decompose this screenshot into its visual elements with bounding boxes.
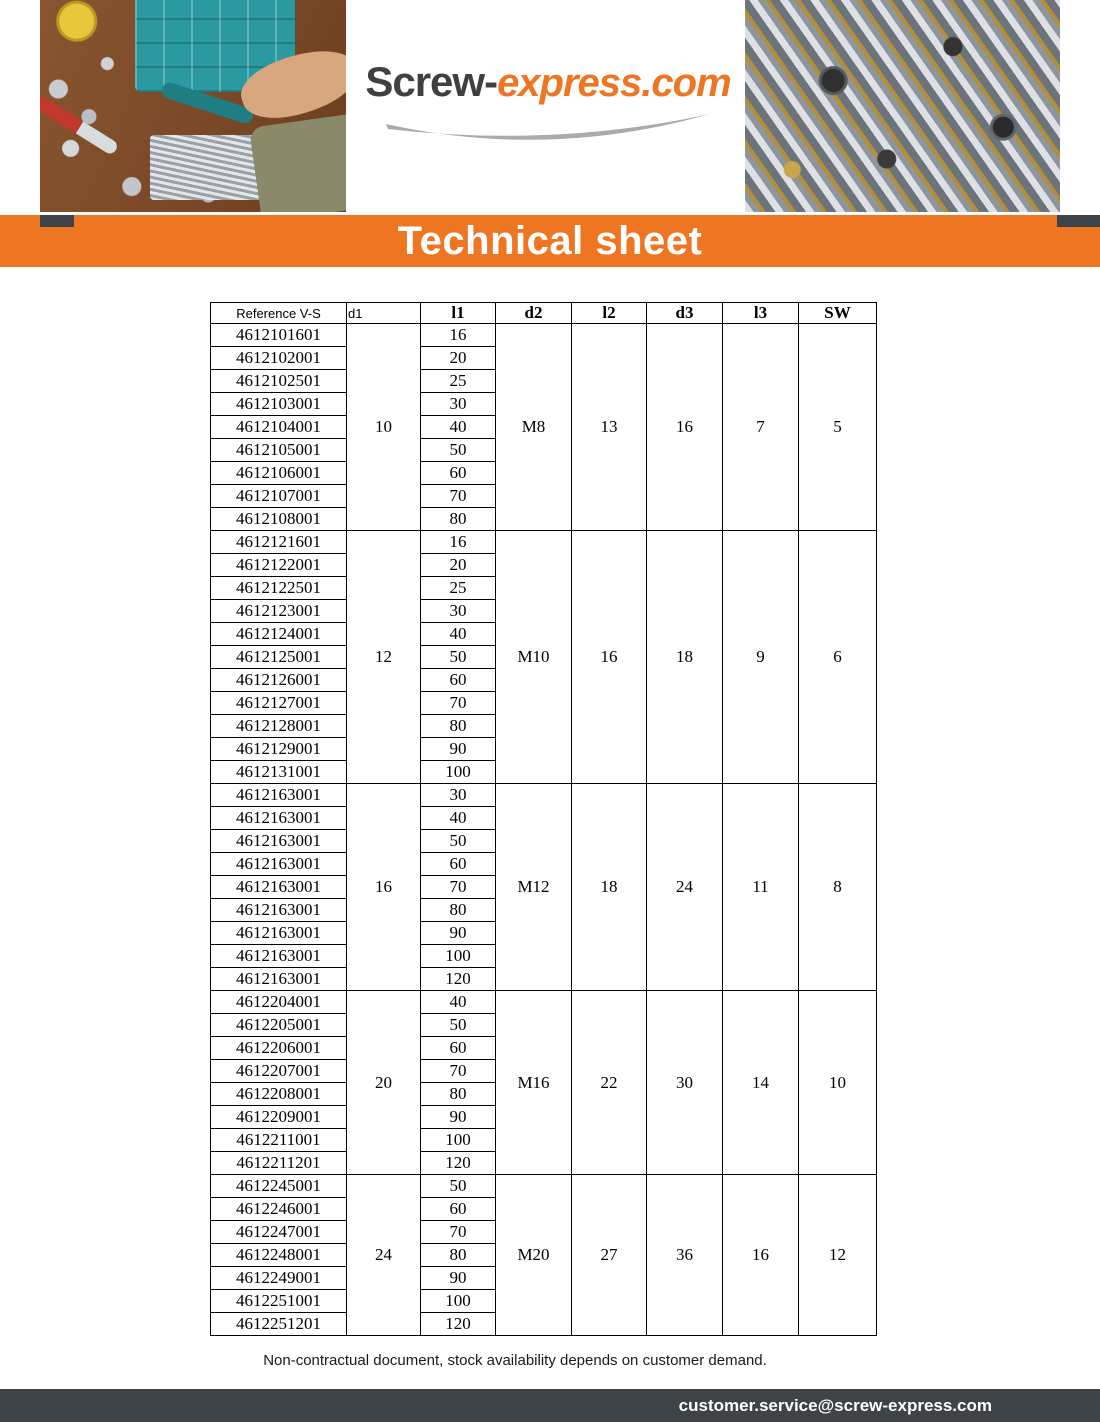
l1-cell: 100 [421,945,496,968]
l1-cell: 80 [421,899,496,922]
reference-cell: 4612209001 [211,1106,347,1129]
l1-cell: 120 [421,968,496,991]
header-d3: d3 [647,303,723,324]
footer-bar [0,1389,1100,1422]
l1-cell: 30 [421,393,496,416]
l1-cell: 50 [421,1175,496,1198]
l1-cell: 80 [421,1083,496,1106]
reference-cell: 4612163001 [211,876,347,899]
table-header-row [211,303,877,324]
l1-cell: 70 [421,876,496,899]
l1-cell: 90 [421,738,496,761]
l1-cell: 60 [421,853,496,876]
reference-cell: 4612102001 [211,347,347,370]
l3-cell: 7 [723,324,799,531]
reference-cell: 4612106001 [211,462,347,485]
reference-cell: 4612105001 [211,439,347,462]
l1-cell: 120 [421,1313,496,1336]
reference-cell: 4612127001 [211,692,347,715]
sw-cell: 8 [799,784,877,991]
d3-cell: 36 [647,1175,723,1336]
l3-cell: 11 [723,784,799,991]
l1-cell: 90 [421,1106,496,1129]
table-row [211,1175,877,1198]
l2-cell: 22 [572,991,647,1175]
l1-cell: 50 [421,1014,496,1037]
reference-cell: 4612205001 [211,1014,347,1037]
reference-cell: 4612163001 [211,830,347,853]
reference-cell: 4612245001 [211,1175,347,1198]
d2-cell: M12 [496,784,572,991]
reference-cell: 4612163001 [211,807,347,830]
l1-cell: 70 [421,692,496,715]
d3-cell: 30 [647,991,723,1175]
banner-strip-right [1057,215,1100,227]
reference-cell: 4612122001 [211,554,347,577]
l1-cell: 80 [421,508,496,531]
header-l1: l1 [421,303,496,324]
reference-cell: 4612108001 [211,508,347,531]
l1-cell: 25 [421,577,496,600]
reference-cell: 4612211201 [211,1152,347,1175]
sleeve [249,113,346,212]
d1-cell: 20 [347,991,421,1175]
sw-cell: 12 [799,1175,877,1336]
l2-cell: 18 [572,784,647,991]
screws-photo [745,0,1060,212]
reference-cell: 4612101601 [211,324,347,347]
reference-cell: 4612163001 [211,853,347,876]
header-l2: l2 [572,303,647,324]
l1-cell: 60 [421,1198,496,1221]
l1-cell: 90 [421,922,496,945]
workbench-photo [40,0,346,212]
sw-cell: 6 [799,531,877,784]
l1-cell: 100 [421,1290,496,1313]
d1-cell: 12 [347,531,421,784]
l3-cell: 9 [723,531,799,784]
l1-cell: 50 [421,830,496,853]
reference-cell: 4612102501 [211,370,347,393]
reference-cell: 4612206001 [211,1037,347,1060]
l1-cell: 50 [421,439,496,462]
sw-cell: 10 [799,991,877,1175]
logo [348,58,748,150]
l1-cell: 70 [421,485,496,508]
l2-cell: 13 [572,324,647,531]
banner-strip-left [40,215,74,227]
screwdriver [40,94,119,156]
table-row [211,324,877,347]
l1-cell: 120 [421,1152,496,1175]
reference-cell: 4612121601 [211,531,347,554]
reference-cell: 4612249001 [211,1267,347,1290]
reference-cell: 4612163001 [211,899,347,922]
reference-cell: 4612246001 [211,1198,347,1221]
l1-cell: 60 [421,669,496,692]
d1-cell: 10 [347,324,421,531]
reference-cell: 4612163001 [211,922,347,945]
d2-cell: M8 [496,324,572,531]
logo-text-express: express.com [497,61,731,105]
reference-cell: 4612208001 [211,1083,347,1106]
l1-cell: 30 [421,784,496,807]
contact-email: customer.service@screw-express.com [678,1396,992,1415]
reference-cell: 4612122501 [211,577,347,600]
reference-cell: 4612163001 [211,968,347,991]
reference-cell: 4612129001 [211,738,347,761]
l1-cell: 20 [421,347,496,370]
l1-cell: 80 [421,715,496,738]
reference-cell: 4612204001 [211,991,347,1014]
reference-cell: 4612104001 [211,416,347,439]
l3-cell: 14 [723,991,799,1175]
l1-cell: 40 [421,623,496,646]
d2-cell: M16 [496,991,572,1175]
l1-cell: 70 [421,1060,496,1083]
d3-cell: 16 [647,324,723,531]
reference-cell: 4612211001 [211,1129,347,1152]
footer-note: Non-contractual document, stock availability depends on customer demand. [263,1352,767,1369]
reference-cell: 4612163001 [211,945,347,968]
reference-cell: 4612123001 [211,600,347,623]
d2-cell: M10 [496,531,572,784]
d3-cell: 18 [647,531,723,784]
logo-swoosh [378,108,718,150]
spec-table-wrap [210,302,877,1336]
l1-cell: 50 [421,646,496,669]
d1-cell: 24 [347,1175,421,1336]
banner [0,215,1100,267]
l1-cell: 16 [421,324,496,347]
l1-cell: 80 [421,1244,496,1267]
table-row [211,991,877,1014]
sw-cell: 5 [799,324,877,531]
header [0,0,1100,212]
d2-cell: M20 [496,1175,572,1336]
logo-text-screw: Screw- [365,58,498,105]
banner-title: Technical sheet [397,219,703,263]
l1-cell: 100 [421,1129,496,1152]
l1-cell: 40 [421,807,496,830]
l2-cell: 27 [572,1175,647,1336]
l1-cell: 60 [421,1037,496,1060]
l3-cell: 16 [723,1175,799,1336]
reference-cell: 4612251001 [211,1290,347,1313]
table-row [211,784,877,807]
reference-cell: 4612107001 [211,485,347,508]
l1-cell: 90 [421,1267,496,1290]
spec-table [210,302,877,1336]
reference-cell: 4612126001 [211,669,347,692]
l1-cell: 60 [421,462,496,485]
l1-cell: 30 [421,600,496,623]
logo-text [348,58,748,106]
table-row [211,531,877,554]
l1-cell: 40 [421,416,496,439]
reference-cell: 4612251201 [211,1313,347,1336]
l1-cell: 20 [421,554,496,577]
reference-cell: 4612247001 [211,1221,347,1244]
reference-cell: 4612163001 [211,784,347,807]
reference-cell: 4612207001 [211,1060,347,1083]
l2-cell: 16 [572,531,647,784]
d1-cell: 16 [347,784,421,991]
reference-cell: 4612125001 [211,646,347,669]
reference-cell: 4612131001 [211,761,347,784]
l1-cell: 70 [421,1221,496,1244]
header-d1: d1 [347,303,421,324]
l1-cell: 40 [421,991,496,1014]
l1-cell: 25 [421,370,496,393]
reference-cell: 4612248001 [211,1244,347,1267]
reference-cell: 4612103001 [211,393,347,416]
header-sw: SW [799,303,877,324]
header-l3: l3 [723,303,799,324]
l1-cell: 16 [421,531,496,554]
l1-cell: 100 [421,761,496,784]
header-reference: Reference V-S [211,303,347,324]
header-d2: d2 [496,303,572,324]
reference-cell: 4612124001 [211,623,347,646]
reference-cell: 4612128001 [211,715,347,738]
d3-cell: 24 [647,784,723,991]
